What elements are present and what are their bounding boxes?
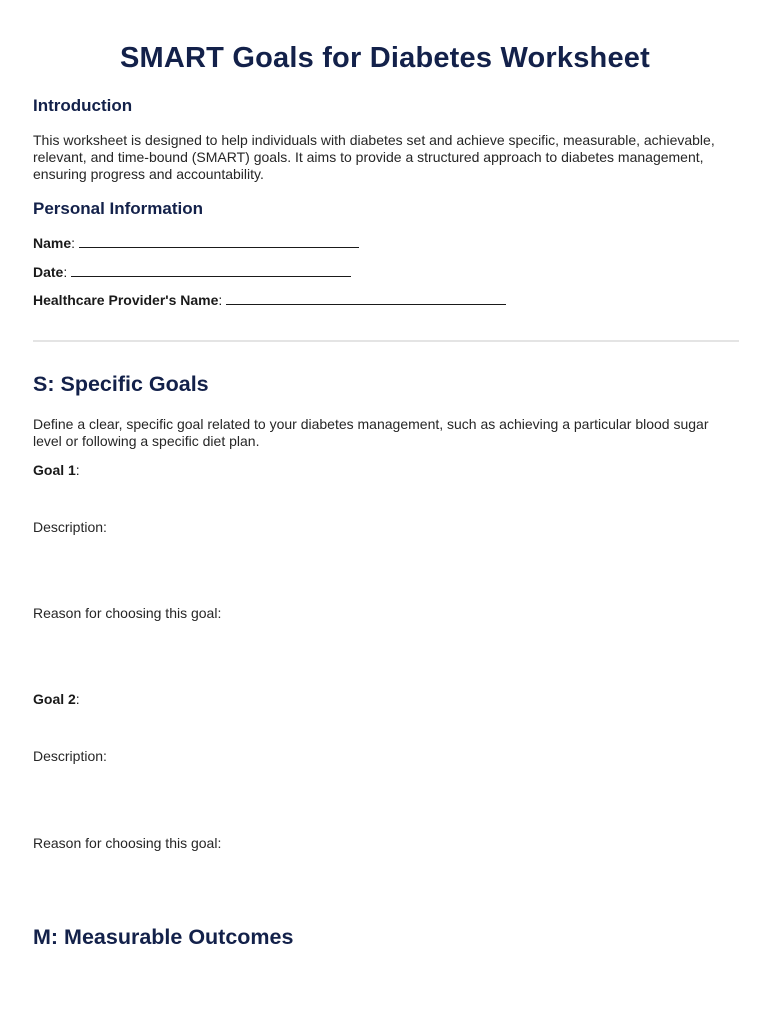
measurable-outcomes-heading: M: Measurable Outcomes: [33, 925, 294, 949]
date-field-label: Date: [33, 264, 64, 280]
goal-2-description-label: Description:: [33, 748, 107, 764]
name-field[interactable]: Name:: [33, 235, 359, 251]
goal-1-reason-label: Reason for choosing this goal:: [33, 605, 222, 621]
name-field-label: Name: [33, 235, 72, 251]
goal-2-label-text: Goal 2: [33, 691, 76, 707]
goal-1-label: Goal 1:: [33, 462, 80, 478]
healthcare-provider-field-label: Healthcare Provider's Name: [33, 292, 219, 308]
introduction-text: This worksheet is designed to help individuals with diabetes set and achieve specific, measurable, achievable, relevant, and time-bound (SMART) goals. It aims to provide a structured approach to diabetes management, ensuring progress and accountability.: [33, 132, 715, 182]
section-divider: [33, 340, 739, 342]
date-field-line[interactable]: [71, 264, 351, 277]
goal-1-description-label: Description:: [33, 519, 107, 535]
specific-goals-text: Define a clear, specific goal related to your diabetes management, such as achieving a particular blood sugar level or following a specific diet plan.: [33, 416, 709, 449]
goal-2-reason-label: Reason for choosing this goal:: [33, 835, 222, 851]
personal-information-heading: Personal Information: [33, 199, 204, 218]
page-title: SMART Goals for Diabetes Worksheet: [120, 42, 650, 74]
date-field[interactable]: Date:: [33, 264, 351, 280]
name-field-line[interactable]: [79, 235, 359, 248]
goal-2-label: Goal 2:: [33, 691, 80, 707]
healthcare-provider-field-line[interactable]: [226, 292, 506, 305]
healthcare-provider-field[interactable]: Healthcare Provider's Name:: [33, 292, 506, 308]
specific-goals-heading: S: Specific Goals: [33, 372, 209, 396]
introduction-heading: Introduction: [33, 96, 133, 115]
goal-1-label-text: Goal 1: [33, 462, 76, 478]
